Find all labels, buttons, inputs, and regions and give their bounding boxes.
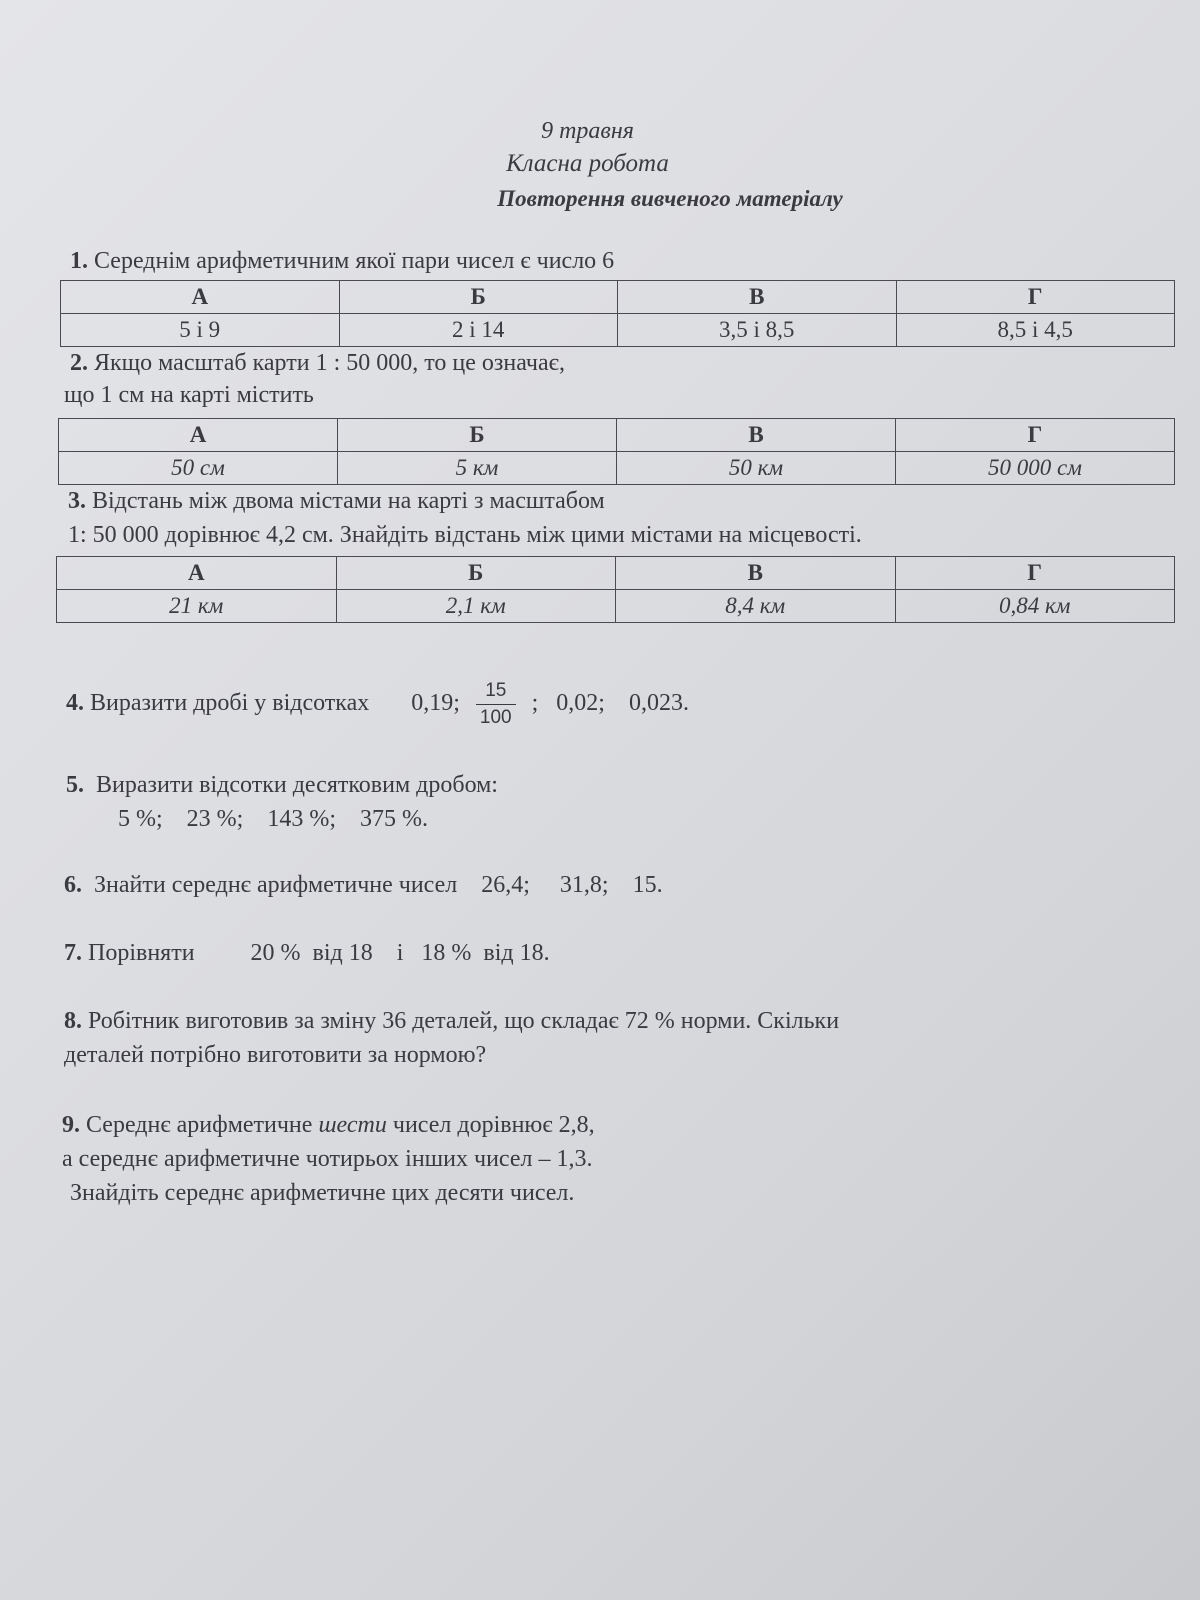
task-2-option-a-value: 50 см — [59, 452, 338, 485]
task-4-value-2: ; 0,02; 0,023. — [531, 690, 689, 717]
task-3-line-1: Відстань між двома містами на карті з масштабом — [92, 488, 605, 514]
task-7-values: 20 % від 18 і 18 % від 18. — [250, 940, 550, 966]
task-5-question — [66, 772, 498, 799]
date-heading: 9 травня — [541, 118, 634, 144]
task-1-options-table — [60, 280, 1175, 347]
topic-heading: Повторення вивченого матеріалу — [497, 186, 843, 211]
task-1-option-c-value: 3,5 і 8,5 — [618, 314, 897, 347]
task-4-text: Виразити дробі у відсотках — [90, 690, 370, 717]
task-4-question — [66, 680, 689, 729]
work-type-heading: Класна робота — [506, 150, 669, 177]
task-9-line-1c: чисел дорівнює 2,8, — [392, 1112, 595, 1138]
task-2-option-d-value: 50 000 см — [896, 452, 1175, 485]
task-5-number: 5. — [66, 772, 84, 798]
task-3-option-b-value: 2,1 км — [336, 590, 616, 623]
task-2-options-table — [58, 418, 1175, 485]
task-2-option-b-label: Б — [338, 419, 617, 452]
task-5-text: Виразити відсотки десятковим дробом: — [96, 772, 498, 798]
task-1-option-a-label: А — [61, 281, 340, 314]
task-1-option-a-value: 5 і 9 — [61, 314, 340, 347]
task-4-value-1: 0,19; — [411, 690, 460, 717]
task-8-question — [64, 1008, 839, 1035]
task-2-number: 2. — [70, 350, 88, 376]
task-9-question — [62, 1112, 595, 1139]
task-4-fraction-numerator: 15 — [476, 680, 516, 705]
task-1-option-c-label: В — [618, 281, 897, 314]
task-7-question — [64, 940, 550, 967]
task-1-option-b-label: Б — [339, 281, 618, 314]
task-3-option-c-value: 8,4 км — [616, 590, 896, 623]
task-7-text: Порівняти — [88, 940, 195, 966]
task-3-options-table — [56, 556, 1175, 623]
task-2-option-c-value: 50 км — [617, 452, 896, 485]
task-3-number: 3. — [68, 488, 86, 514]
task-9-line-1a: Середнє арифметичне — [86, 1112, 313, 1138]
task-3-option-d-value: 0,84 км — [895, 590, 1175, 623]
task-6-text: Знайти середнє арифметичне чисел — [94, 872, 458, 898]
task-1-question — [70, 248, 614, 275]
task-3-option-a-value: 21 км — [57, 590, 337, 623]
task-2-question — [70, 350, 565, 377]
task-1-number: 1. — [70, 248, 88, 274]
task-6-number: 6. — [64, 872, 82, 898]
task-2-line-1: Якщо масштаб карти 1 : 50 000, то це означає, — [94, 350, 565, 376]
task-2-option-c-label: В — [617, 419, 896, 452]
task-8-line-1: Робітник виготовив за зміну 36 деталей, що складає 72 % норми. Скільки — [88, 1008, 840, 1034]
task-2-option-b-value: 5 км — [338, 452, 617, 485]
task-2-line-2: що 1 см на карті містить — [64, 382, 314, 408]
task-3-line-2: 1: 50 000 дорівнює 4,2 см. Знайдіть відстань між цими містами на місцевості. — [68, 522, 862, 548]
task-5-values: 5 %; 23 %; 143 %; 375 %. — [118, 806, 428, 832]
task-9-line-3: Знайдіть середнє арифметичне цих десяти чисел. — [70, 1180, 575, 1206]
task-3-option-c-label: В — [616, 557, 896, 590]
task-1-option-d-label: Г — [896, 281, 1175, 314]
task-3-option-b-label: Б — [336, 557, 616, 590]
task-9-line-2: а середнє арифметичне чотирьох інших чисел – 1,3. — [62, 1146, 593, 1172]
task-3-question — [68, 488, 605, 515]
task-9-number: 9. — [62, 1112, 80, 1138]
task-3-option-d-label: Г — [895, 557, 1175, 590]
task-4-number: 4. — [66, 690, 84, 717]
task-3-option-a-label: А — [57, 557, 337, 590]
task-7-number: 7. — [64, 940, 82, 966]
task-8-number: 8. — [64, 1008, 82, 1034]
task-4-fraction-denominator: 100 — [479, 707, 512, 728]
task-8-line-2: деталей потрібно виготовити за нормою? — [64, 1042, 487, 1068]
task-6-values: 26,4; 31,8; 15. — [481, 872, 663, 898]
task-4-fraction — [476, 680, 516, 729]
task-1-text: Середнім арифметичним якої пари чисел є число 6 — [94, 248, 615, 274]
task-9-line-1b: шести — [318, 1112, 387, 1138]
task-1-option-b-value: 2 і 14 — [339, 314, 618, 347]
task-6-question — [64, 872, 663, 899]
task-1-option-d-value: 8,5 і 4,5 — [896, 314, 1175, 347]
task-2-option-a-label: А — [59, 419, 338, 452]
task-2-option-d-label: Г — [896, 419, 1175, 452]
